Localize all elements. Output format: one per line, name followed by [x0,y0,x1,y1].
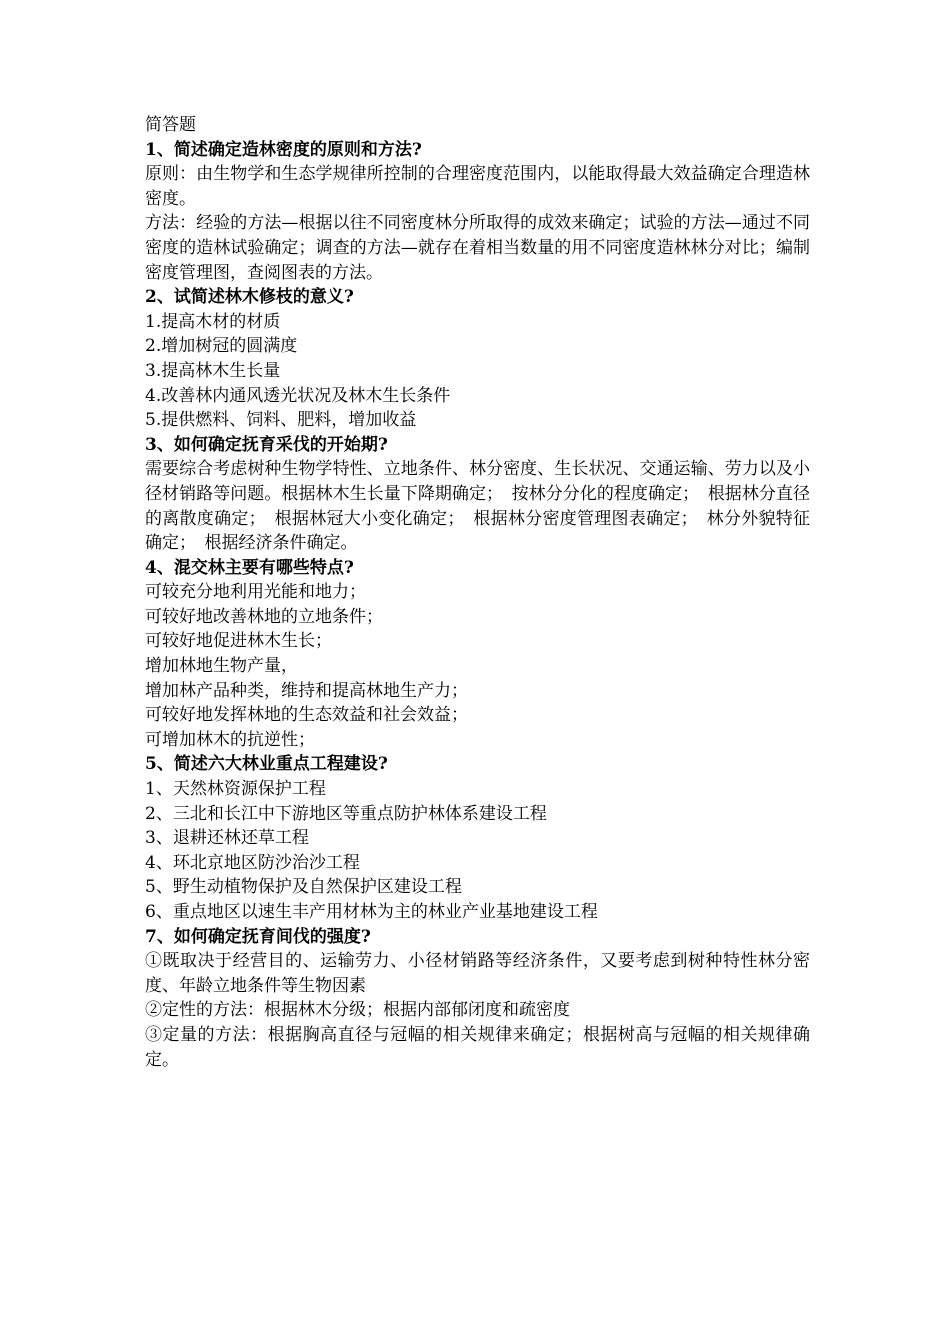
answer-item: 1.提高木材的材质 [145,311,281,332]
answer-item: 2、三北和长江中下游地区等重点防护林体系建设工程 [145,803,547,824]
question-heading [145,752,810,777]
answer-item: 5、野生动植物保护及自然保护区建设工程 [145,877,462,898]
question-number: 3 [145,434,157,455]
answer-item: 6、重点地区以速生丰产用材林为主的林业产业基地建设工程 [145,902,598,922]
question-number: 7 [145,926,157,947]
section-7 [145,925,810,1073]
section-1 [145,138,810,286]
question-heading [145,285,810,310]
answer-item: 可较充分地利用光能和地力； [145,582,366,603]
section-2 [145,285,810,433]
answer-paragraph: 原则：由生物学和生态学规律所控制的合理密度范围内，以能取得最大效益确定合理造林密度。 [145,164,810,209]
answer-paragraph: ②定性的方法：根据林木分级；根据内部郁闭度和疏密度 [145,1000,570,1021]
answer-item: 可较好地改善林地的立地条件； [145,606,383,627]
question-text: 、简述六大林业重点工程建设? [156,754,388,775]
document-title: 简答题 [145,115,196,135]
question-heading [145,556,810,581]
question-text: 、如何确定抚育采伐的开始期? [156,434,388,455]
answer-paragraph: ③定量的方法：根据胸高直径与冠幅的相关规律来确定；根据树高与冠幅的相关规律确定。 [145,1024,810,1070]
section-5 [145,752,810,924]
question-heading [145,925,810,950]
answer-paragraph: 方法：经验的方法—根据以往不同密度林分所取得的成效来确定；试验的方法—通过不同密度的造林试验确定；调查的方法—就存在着相当数量的用不同密度造林林分对比；编制密度管理图，查阅图表的方法。 [145,213,810,283]
answer-item: 4.改善林内通风透光状况及林木生长条件 [145,385,451,406]
answer-item: 1、天然林资源保护工程 [145,779,326,800]
answer-item: 可增加林木的抗逆性； [145,729,315,750]
question-text: 、如何确定抚育间伐的强度? [156,926,371,947]
document-page [145,113,810,1072]
answer-item: 3、退耕还林还草工程 [145,828,309,849]
answer-item: 可较好地发挥林地的生态效益和社会效益； [145,705,468,726]
answer-paragraph: 需要综合考虑树种生物学特性、立地条件、林分密度、生长状况、交通运输、劳力以及小径材销路等问题。根据林木生长量下降期确定； 按林分分化的程度确定； 根据林分直径的离散度确定； 根据林冠大小变化确定； 根据林分密度管理图表确定； 林分外貌特征确定； 根据经济条件确定。 [145,459,810,554]
answer-item: 5.提供燃料、饲料、肥料，增加收益 [145,410,417,431]
answer-item: 可较好地促进林木生长； [145,631,332,652]
question-number: 2 [145,287,157,308]
question-text: 、混交林主要有哪些特点? [156,557,354,578]
question-number: 1 [145,139,157,160]
section-3 [145,433,810,556]
question-number: 5 [145,754,157,775]
answer-item: 3.提高林木生长量 [145,360,281,381]
answer-item: 2.增加树冠的圆满度 [145,336,298,357]
question-text: 、试简述林木修枝的意义? [156,287,354,308]
answer-item: 增加林产品种类，维持和提高林地生产力； [145,680,468,701]
answer-item: 增加林地生物产量， [145,656,298,677]
question-heading [145,138,810,163]
question-text: 、简述确定造林密度的原则和方法? [156,139,422,160]
question-number: 4 [145,557,157,578]
answer-item: 4、环北京地区防沙治沙工程 [145,852,360,873]
question-heading [145,433,810,458]
section-4 [145,556,810,753]
answer-paragraph: ①既取决于经营目的、运输劳力、小径材销路等经济条件，又要考虑到树种特性林分密度、年龄立地条件等生物因素 [145,951,810,996]
